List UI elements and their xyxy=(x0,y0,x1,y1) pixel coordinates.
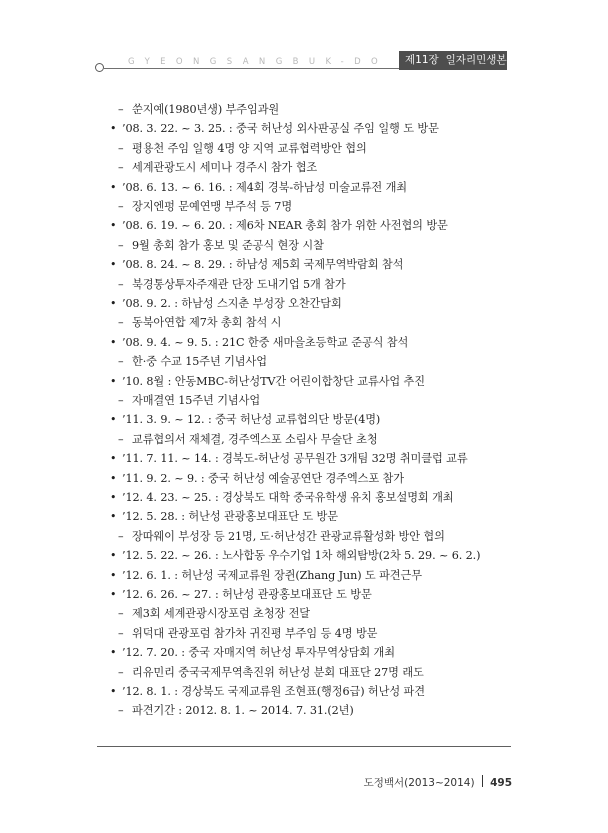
dash-item xyxy=(118,604,310,624)
item-text: ’12. 8. 1. : 경상북도 국제교류원 조현표(행정6급) 허난성 파견 xyxy=(122,685,425,698)
dash-marker: – xyxy=(118,103,124,116)
bullet-item xyxy=(110,119,439,139)
dash-item xyxy=(118,352,267,372)
item-text: ’11. 7. 11. ~ 14. : 경북도-허난성 공무원간 3개팀 32명 취미클럽 교류 xyxy=(122,452,468,466)
bullet-marker: • xyxy=(110,122,117,136)
dash-marker: – xyxy=(118,355,124,369)
item-text: ’12. 5. 28. : 허난성 관광홍보대표단 도 방문 xyxy=(122,510,338,524)
chapter-label xyxy=(399,51,517,70)
item-text: ’12. 4. 23. ~ 25. : 경상북도 대학 중국유학생 유치 홍보설명회 개최 xyxy=(122,491,454,504)
dash-marker: – xyxy=(118,704,124,718)
item-text: ’11. 3. 9. ~ 12. : 중국 허난성 교류협의단 방문(4명) xyxy=(122,413,381,427)
bullet-item xyxy=(110,333,408,353)
footer-book-title: 도정백서(2013~2014) xyxy=(363,777,475,789)
bullet-marker: • xyxy=(110,646,117,660)
item-text: ’12. 6. 1. : 허난성 국제교류원 장쥔(Zhang Jun) 도 파견근무 xyxy=(122,568,422,582)
item-text: ’08. 9. 4. ~ 9. 5. : 21C 한중 새마을초등학교 준공식 참석 xyxy=(122,335,409,349)
item-text: 한·중 수교 15주년 기념사업 xyxy=(132,355,267,369)
page-footer xyxy=(364,774,512,792)
dash-item xyxy=(118,158,317,178)
bullet-item xyxy=(110,255,403,275)
bullet-item xyxy=(110,507,338,527)
bullet-item xyxy=(110,410,380,430)
bullet-item xyxy=(110,294,342,314)
dash-marker: – xyxy=(118,432,124,446)
chapter-title: 일자리민생본부 xyxy=(445,54,517,66)
dash-marker: – xyxy=(118,626,124,640)
bullet-item xyxy=(110,546,480,566)
dash-marker: – xyxy=(118,277,124,291)
item-text: ’11. 9. 2. ~ 9. : 중국 허난성 예술공연단 경주엑스포 참가 xyxy=(122,471,404,485)
item-text: 동북아연합 제7차 총회 참석 시 xyxy=(132,316,282,330)
dash-marker: – xyxy=(118,607,124,621)
bullet-marker: • xyxy=(110,510,117,524)
item-text: 9월 총회 참가 홍보 및 준공식 현장 시찰 xyxy=(132,238,324,252)
bullet-marker: • xyxy=(110,588,117,601)
bullet-item xyxy=(110,488,454,508)
page-header xyxy=(0,0,608,90)
bullet-item xyxy=(110,682,425,702)
bullet-marker: • xyxy=(110,685,117,698)
item-text: 제3회 세계관광시장포럼 초청장 전달 xyxy=(132,607,310,621)
dash-item xyxy=(118,430,378,450)
item-text: ’10. 8월 : 안동MBC-허난성TV간 어린이합창단 교류사업 추진 xyxy=(122,374,425,388)
item-text: 장지엔펑 문예연맹 부주석 등 7명 xyxy=(132,200,293,213)
dash-marker: – xyxy=(118,529,124,543)
header-region-name: GYEONGSANGBUK-DO xyxy=(128,57,389,67)
dash-marker: – xyxy=(118,141,124,155)
dash-item xyxy=(118,527,445,547)
bullet-item xyxy=(110,469,404,489)
dash-item xyxy=(118,313,281,333)
item-text: ’12. 5. 22. ~ 26. : 노사합동 우수기업 1차 해외탐방(2차 5. 29. ~ 6. 2.) xyxy=(122,549,481,563)
bullet-item xyxy=(110,449,468,469)
item-text: ’08. 6. 19. ~ 6. 20. : 제6차 NEAR 총회 참가 위한 사전협의 방문 xyxy=(122,219,448,233)
dash-item xyxy=(118,139,367,159)
dash-item xyxy=(118,100,279,120)
bullet-item xyxy=(110,643,395,663)
item-text: 위덕대 관광포럼 참가차 귀진평 부주임 등 4명 방문 xyxy=(132,626,378,640)
bullet-marker: • xyxy=(110,335,117,349)
bullet-item xyxy=(110,566,422,586)
dash-item xyxy=(118,663,424,683)
dash-item xyxy=(118,701,354,721)
item-text: 북경통상투자주재관 단장 도내기업 5개 참가 xyxy=(132,277,346,291)
bullet-marker: • xyxy=(110,374,117,388)
item-text: ’12. 7. 20. : 중국 자매지역 허난성 투자무역상담회 개최 xyxy=(122,646,395,660)
bullet-item xyxy=(110,372,425,392)
dash-item xyxy=(118,275,346,295)
item-text: ’08. 9. 2. : 하남성 스지춘 부성장 오찬간담회 xyxy=(122,297,342,310)
footer-separator xyxy=(482,775,484,787)
item-text: 쑨지예(1980년생) 부주임과원 xyxy=(132,103,280,116)
header-circle-ornament xyxy=(95,63,104,72)
bullet-marker: • xyxy=(110,491,117,504)
item-text: 세계관광도시 세미나 경주시 참가 협조 xyxy=(132,161,318,175)
dash-item xyxy=(118,236,324,256)
bullet-item xyxy=(110,178,407,198)
dash-marker: – xyxy=(118,238,124,252)
dash-marker: – xyxy=(118,161,124,175)
bullet-item xyxy=(110,585,372,605)
dash-marker: – xyxy=(118,316,124,330)
footer-rule xyxy=(97,746,511,747)
dash-marker: – xyxy=(118,200,124,213)
bullet-marker: • xyxy=(110,549,117,563)
item-text: 교류협의서 재체결, 경주엑스포 소림사 무술단 초청 xyxy=(132,432,378,446)
bullet-marker: • xyxy=(110,258,117,272)
dash-item xyxy=(118,197,292,217)
item-text: 평용천 주임 일행 4명 양 지역 교류협력방안 협의 xyxy=(132,141,367,155)
page-number: 495 xyxy=(490,777,512,789)
item-text: ’08. 6. 13. ~ 6. 16. : 제4회 경북-하남성 미술교류전 개최 xyxy=(122,180,407,194)
item-text: 장따웨이 부성장 등 21명, 도·허난성간 관광교류활성화 방안 협의 xyxy=(132,529,445,543)
dash-item xyxy=(118,391,260,411)
item-text: 자매결연 15주년 기념사업 xyxy=(132,394,261,407)
bullet-marker: • xyxy=(110,413,117,427)
dash-item xyxy=(118,624,377,644)
item-text: ’08. 8. 24. ~ 8. 29. : 하남성 제5회 국제무역박람회 참석 xyxy=(122,258,404,272)
chapter-number: 제11장 xyxy=(405,54,439,66)
item-text: 리유민리 중국국제무역촉진위 허난성 분회 대표단 27명 래도 xyxy=(132,665,424,679)
item-text: 파견기간 : 2012. 8. 1. ~ 2014. 7. 31.(2년) xyxy=(132,704,354,718)
bullet-marker: • xyxy=(110,568,117,582)
dash-marker: – xyxy=(118,394,124,407)
dash-marker: – xyxy=(118,665,124,679)
item-text: ’12. 6. 26. ~ 27. : 허난성 관광홍보대표단 도 방문 xyxy=(122,588,372,601)
bullet-marker: • xyxy=(110,219,117,233)
bullet-marker: • xyxy=(110,180,117,194)
bullet-marker: • xyxy=(110,452,117,466)
bullet-marker: • xyxy=(110,297,117,310)
bullet-item xyxy=(110,216,448,236)
item-text: ’08. 3. 22. ~ 3. 25. : 중국 허난성 외사판공실 주임 일행 도 방문 xyxy=(122,122,439,136)
bullet-marker: • xyxy=(110,471,117,485)
